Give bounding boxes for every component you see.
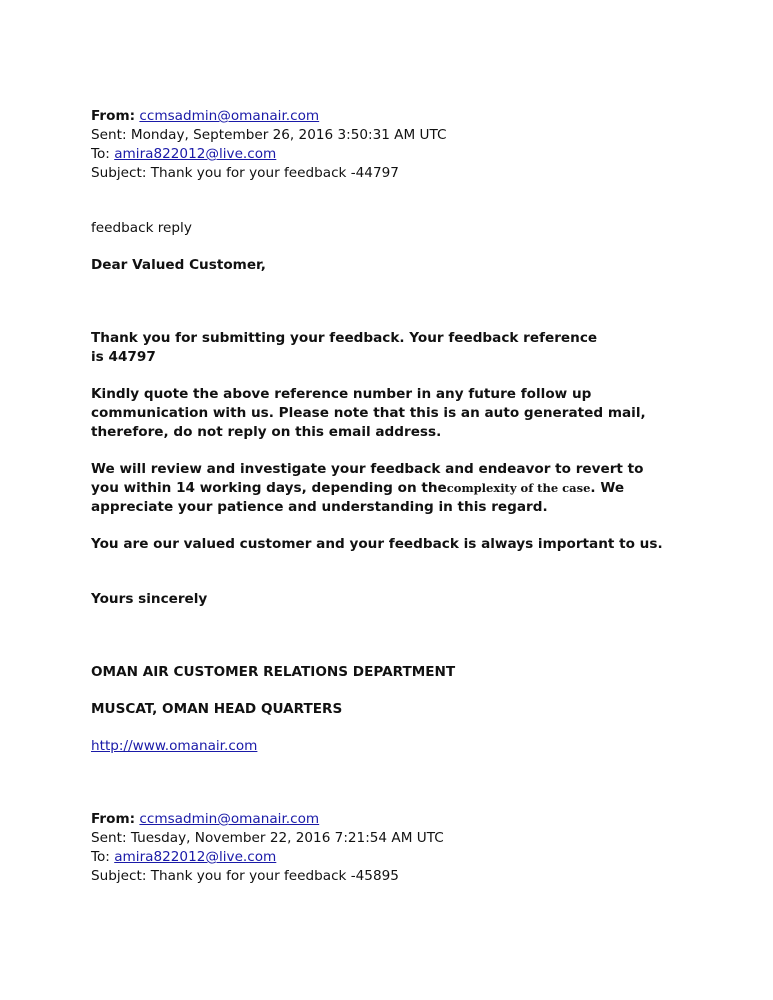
subject-line: Subject: Thank you for your feedback -44797 xyxy=(91,165,399,181)
intro-text: feedback reply xyxy=(91,220,192,236)
from-line xyxy=(91,107,731,126)
department-name: OMAN AIR CUSTOMER RELATIONS DEPARTMENT xyxy=(91,664,456,680)
document-page xyxy=(91,107,731,886)
from-label: From: xyxy=(91,108,136,124)
subject-line: Subject: Thank you for your feedback -45895 xyxy=(91,868,399,884)
from-email-link[interactable]: ccmsadmin@omanair.com xyxy=(139,811,320,827)
from-email-link[interactable]: ccmsadmin@omanair.com xyxy=(139,108,320,124)
closing: Yours sincerely xyxy=(91,591,208,607)
paragraph-review: We will review and investigate your feedback and endeavor to revert to you within 14 working days, depending on thecomplexity of the case. We appreciate your patience and understanding in this regard. xyxy=(91,461,644,515)
from-line xyxy=(91,810,731,829)
to-email-link[interactable]: amira822012@live.com xyxy=(114,146,277,162)
to-label: To: xyxy=(91,146,110,162)
paragraph-reference: Thank you for submitting your feedback. Your feedback reference is 44797 xyxy=(91,330,598,365)
location: MUSCAT, OMAN HEAD QUARTERS xyxy=(91,701,343,717)
to-line xyxy=(91,848,731,867)
sent-line: Sent: Monday, September 26, 2016 3:50:31 AM UTC xyxy=(91,127,447,143)
from-label: From: xyxy=(91,811,136,827)
to-label: To: xyxy=(91,849,110,865)
sent-line: Sent: Tuesday, November 22, 2016 7:21:54 AM UTC xyxy=(91,830,444,846)
greeting: Dear Valued Customer, xyxy=(91,257,266,273)
to-line xyxy=(91,145,731,164)
paragraph-quote-reference: Kindly quote the above reference number in any future follow up communication with us. Please note that this is an auto generated mail, therefore, do not reply on this email address. xyxy=(91,386,646,440)
website-link[interactable]: http://www.omanair.com xyxy=(91,738,258,754)
paragraph-valued-customer: You are our valued customer and your feedback is always important to us. xyxy=(91,536,663,552)
to-email-link[interactable]: amira822012@live.com xyxy=(114,849,277,865)
email-header-2 xyxy=(91,810,731,886)
email-header-1 xyxy=(91,107,731,183)
